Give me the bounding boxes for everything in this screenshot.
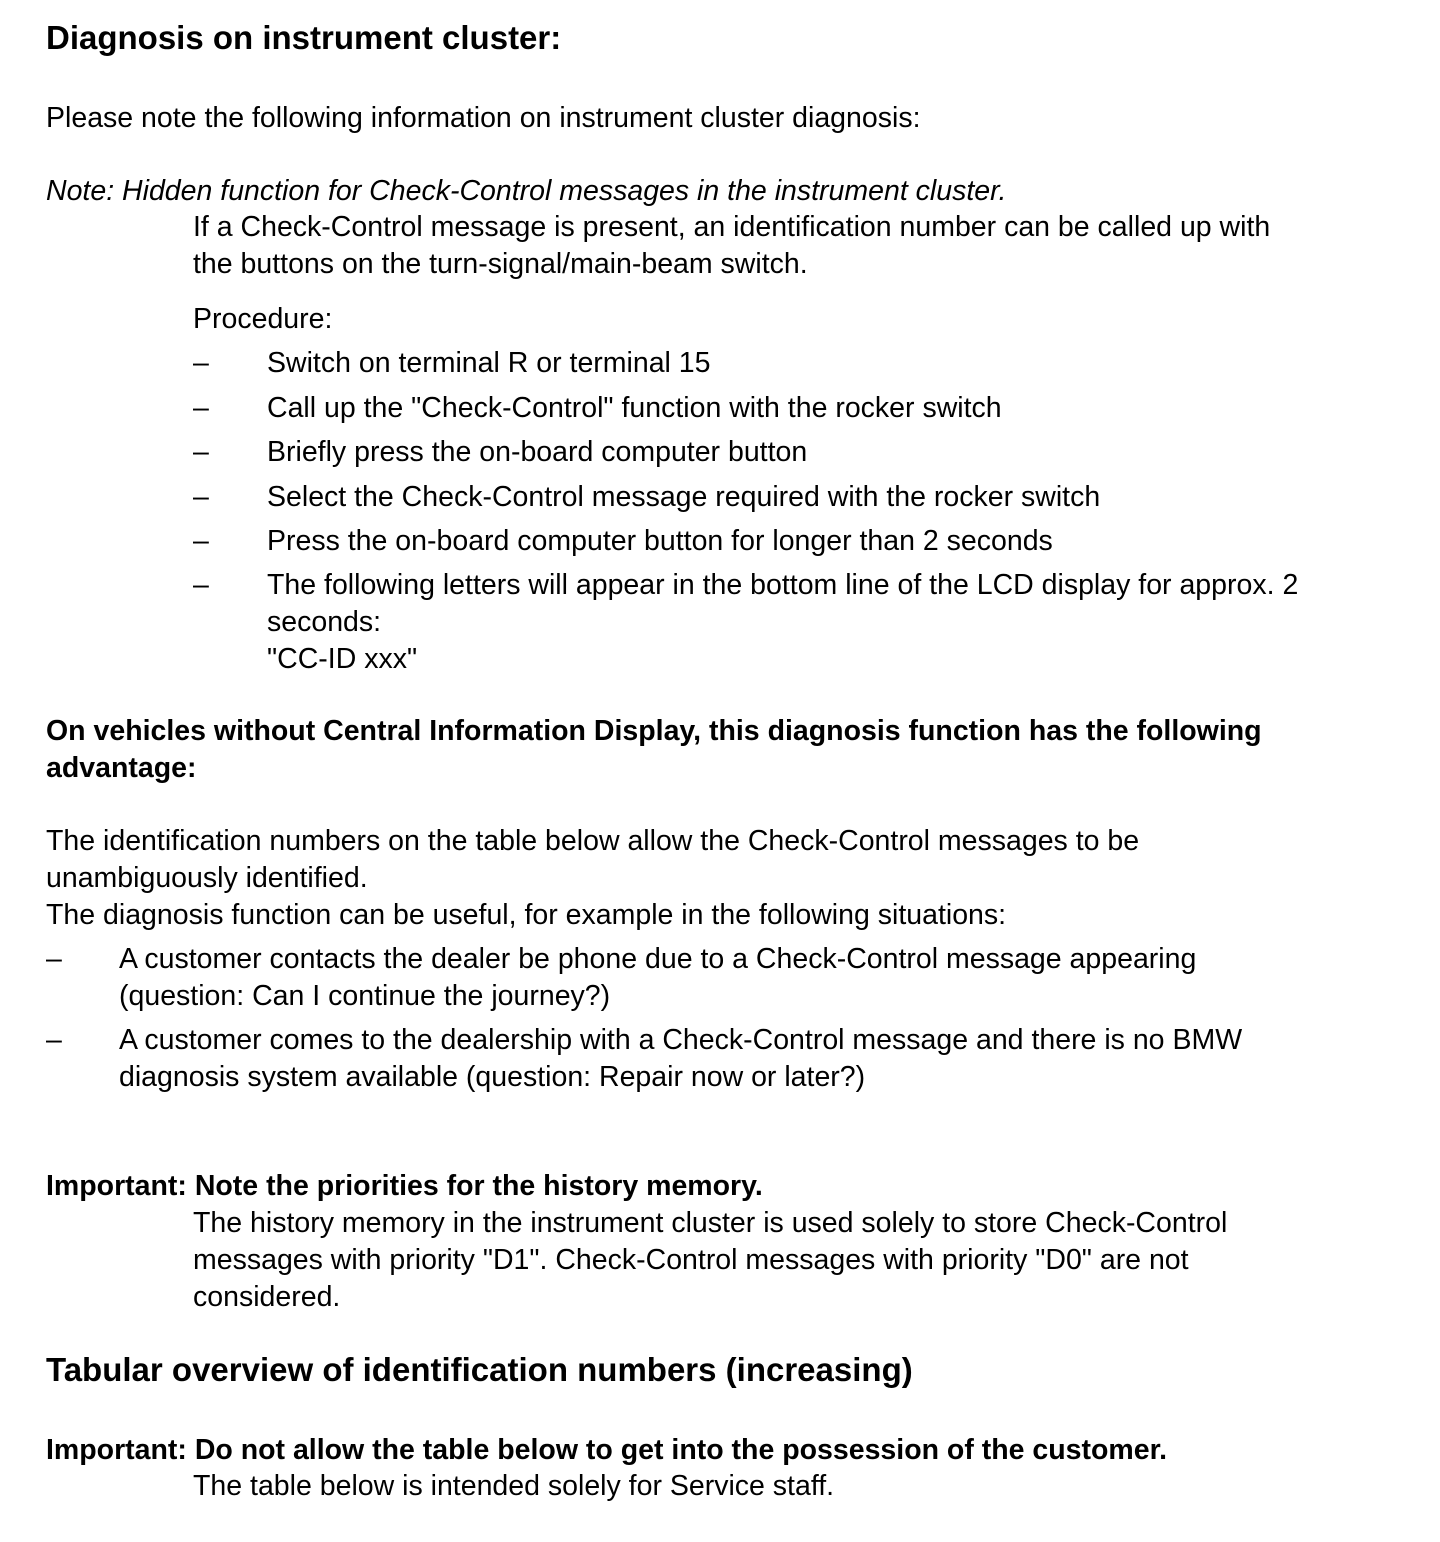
procedure-step-2: Call up the "Check-Control" function with the rocker switch xyxy=(267,392,1002,424)
important-history-line-3: considered. xyxy=(193,1281,341,1313)
bullet-dash: – xyxy=(193,436,209,468)
procedure-step-1: Switch on terminal R or terminal 15 xyxy=(267,347,711,379)
procedure-title: Procedure: xyxy=(193,303,333,335)
identification-line-2: unambiguously identified. xyxy=(46,862,368,894)
identification-line-3: The diagnosis function can be useful, for example in the following situations: xyxy=(46,899,1007,931)
bullet-dash: – xyxy=(193,525,209,557)
important-history-line-2: messages with priority "D1". Check-Control messages with priority "D0" are not xyxy=(193,1244,1189,1276)
bullet-dash: – xyxy=(193,347,209,379)
procedure-step-3: Briefly press the on-board computer button xyxy=(267,436,808,468)
bullet-dash: – xyxy=(193,392,209,424)
note-body-line-2: the buttons on the turn-signal/main-beam switch. xyxy=(193,248,808,280)
important-table-label: Important: Do not allow the table below to get into the possession of the customer. xyxy=(46,1434,1168,1466)
advantage-heading-line-1: On vehicles without Central Information Display, this diagnosis function has the following xyxy=(46,715,1262,747)
procedure-step-5: Press the on-board computer button for longer than 2 seconds xyxy=(267,525,1053,557)
advantage-heading-line-2: advantage: xyxy=(46,752,197,784)
important-history-line-1: The history memory in the instrument cluster is used solely to store Check-Control xyxy=(193,1207,1228,1239)
note-body-line-1: If a Check-Control message is present, an identification number can be called up with xyxy=(193,211,1271,243)
bullet-dash: – xyxy=(193,481,209,513)
table-overview-heading: Tabular overview of identification numbers (increasing) xyxy=(46,1351,913,1388)
situation-2-line-1: A customer comes to the dealership with a Check-Control message and there is no BMW xyxy=(119,1024,1243,1056)
note-label: Note: Hidden function for Check-Control messages in the instrument cluster. xyxy=(46,175,1007,207)
intro-text: Please note the following information on instrument cluster diagnosis: xyxy=(46,102,921,134)
main-heading: Diagnosis on instrument cluster: xyxy=(46,19,562,56)
situation-1-line-1: A customer contacts the dealer be phone due to a Check-Control message appearing xyxy=(119,943,1197,975)
bullet-dash: – xyxy=(46,943,62,975)
important-table-line-1: The table below is intended solely for Service staff. xyxy=(193,1470,835,1502)
procedure-step-4: Select the Check-Control message required with the rocker switch xyxy=(267,481,1101,513)
procedure-step-6-line-2: seconds: xyxy=(267,606,382,638)
identification-line-1: The identification numbers on the table below allow the Check-Control messages to be xyxy=(46,825,1140,857)
bullet-dash: – xyxy=(46,1024,62,1056)
procedure-step-6: The following letters will appear in the bottom line of the LCD display for approx. 2 xyxy=(267,569,1299,601)
situation-1-line-2: (question: Can I continue the journey?) xyxy=(119,980,611,1012)
important-history-label: Important: Note the priorities for the history memory. xyxy=(46,1170,763,1202)
bullet-dash: – xyxy=(193,569,209,601)
situation-2-line-2: diagnosis system available (question: Repair now or later?) xyxy=(119,1061,866,1093)
procedure-step-6-line-3: "CC-ID xxx" xyxy=(267,643,418,675)
